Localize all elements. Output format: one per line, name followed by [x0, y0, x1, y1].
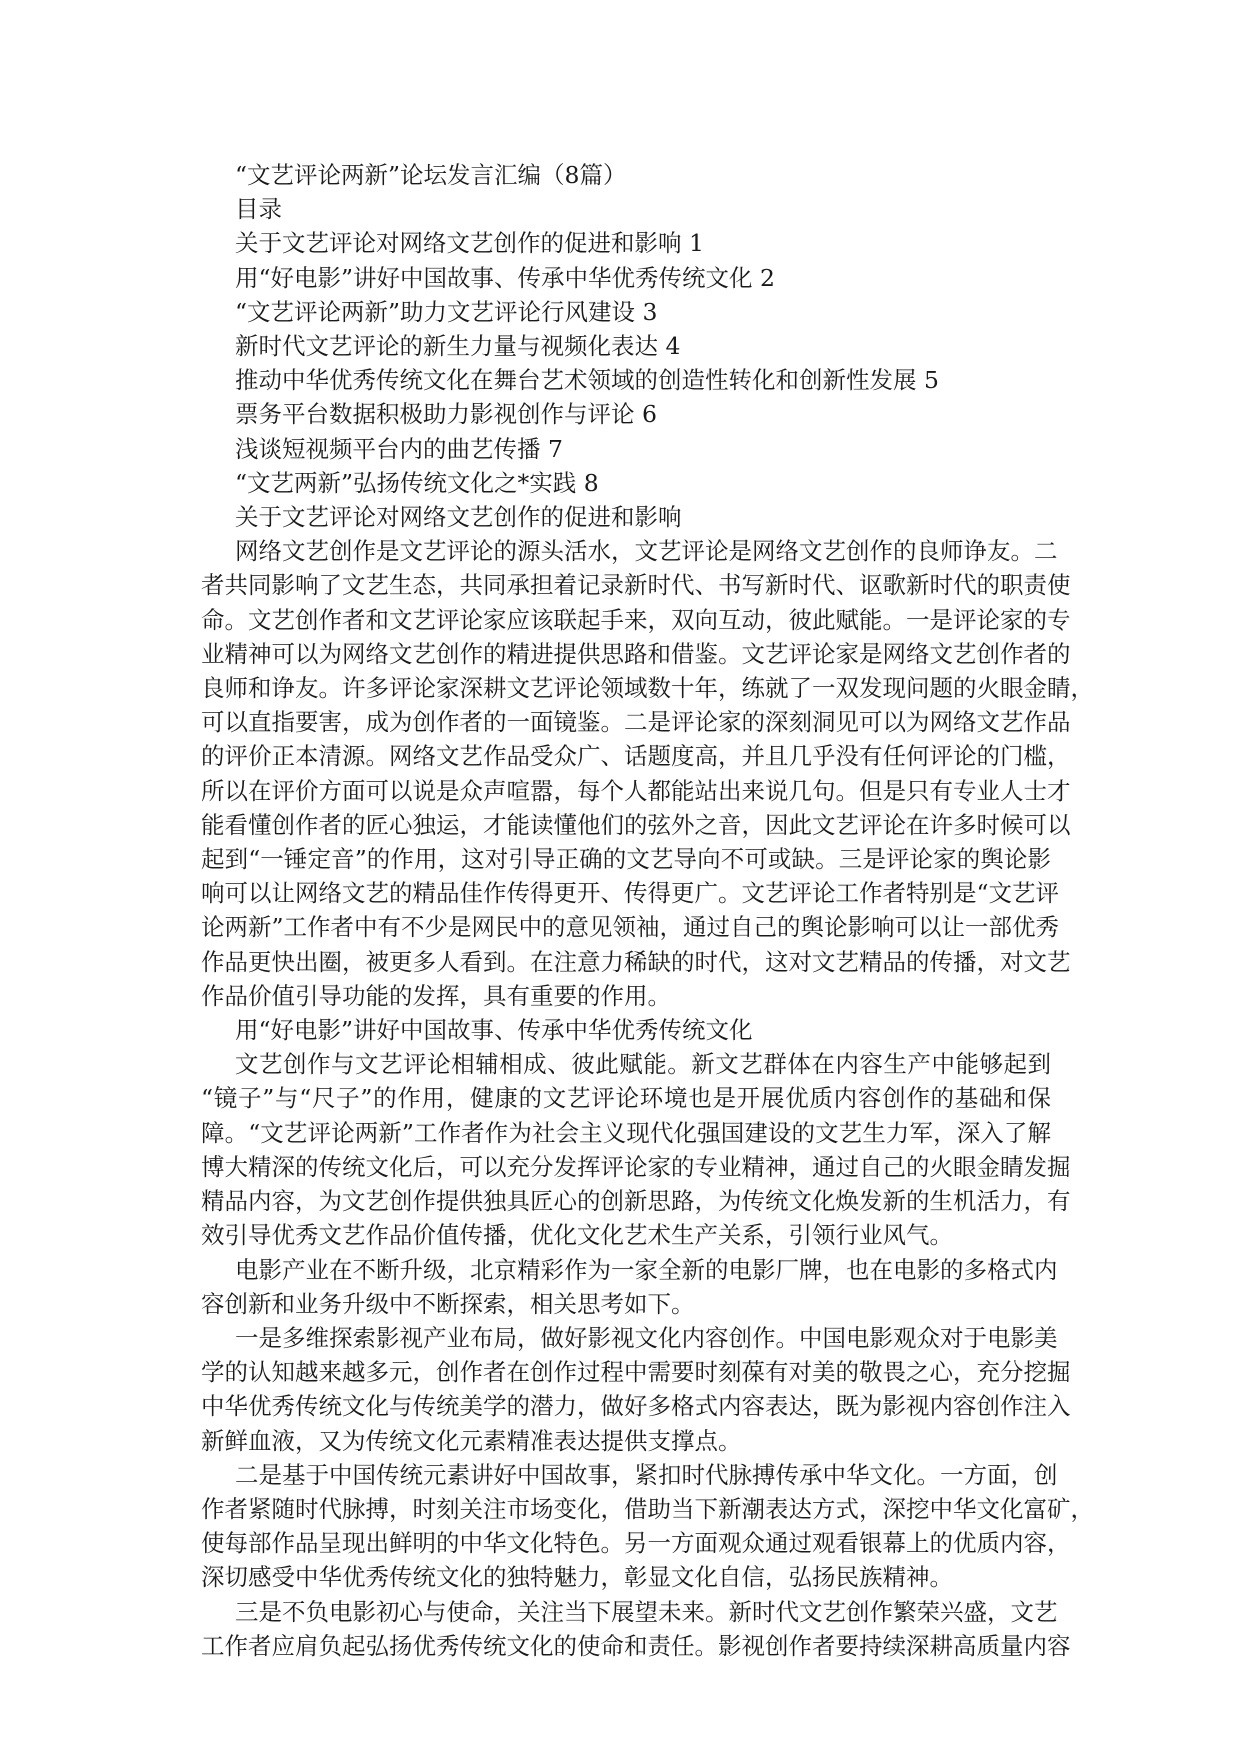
section-heading: 用“好电影”讲好中国故事、传承中华优秀传统文化: [235, 1016, 753, 1045]
toc-item: 新时代文艺评论的新生力量与视频化表达 4: [235, 332, 681, 361]
paragraph-line: 能看懂创作者的匠心独运，才能读懂他们的弦外之音，因此文艺评论在许多时候可以: [201, 810, 1071, 839]
section-heading: 关于文艺评论对网络文艺创作的促进和影响: [235, 503, 682, 532]
toc-item: 推动中华优秀传统文化在舞台艺术领域的创造性转化和创新性发展 5: [235, 366, 939, 395]
table-of-contents: [201, 226, 1051, 500]
toc-item: “文艺两新”弘扬传统文化之*实践 8: [235, 468, 599, 497]
paragraph-line: 二是基于中国传统元素讲好中国故事，紧扣时代脉搏传承中华文化。一方面，创: [235, 1460, 1058, 1489]
paragraph-line: 电影产业在不断升级，北京精彩作为一家全新的电影厂牌，也在电影的多格式内: [235, 1255, 1058, 1284]
paragraph-line: 的评价正本清源。网络文艺作品受众广、话题度高，并且几乎没有任何评论的门槛，: [201, 742, 1071, 771]
toc-item: 票务平台数据积极助力影视创作与评论 6: [235, 400, 657, 429]
paragraph-line: 作品更快出圈，被更多人看到。在注意力稀缺的时代，这对文艺精品的传播，对文艺: [201, 947, 1071, 976]
paragraph-line: 网络文艺创作是文艺评论的源头活水，文艺评论是网络文艺创作的良师诤友。二: [235, 537, 1058, 566]
paragraph-line: 使每部作品呈现出鲜明的中华文化特色。另一方面观众通过观看银幕上的优质内容，: [201, 1529, 1071, 1558]
paragraph-line: 命。文艺创作者和文艺评论家应该联起手来，双向互动，彼此赋能。一是评论家的专: [201, 605, 1071, 634]
paragraph-line: 文艺创作与文艺评论相辅相成、彼此赋能。新文艺群体在内容生产中能够起到: [235, 1050, 1051, 1079]
paragraph-line: 起到“一锤定音”的作用，这对引导正确的文艺导向不可或缺。三是评论家的舆论影: [201, 845, 1051, 874]
paragraph-line: 一是多维探索影视产业布局，做好影视文化内容创作。中国电影观众对于电影美: [235, 1323, 1058, 1352]
document-title: “文艺评论两新”论坛发言汇编（8篇）: [235, 161, 627, 189]
paragraph-line: 所以在评价方面可以说是众声喧嚣，每个人都能站出来说几句。但是只有专业人士才: [201, 776, 1071, 805]
paragraph-line: 三是不负电影初心与使命，关注当下展望未来。新时代文艺创作繁荣兴盛，文艺: [235, 1597, 1058, 1626]
paragraph-line: 者共同影响了文艺生态，共同承担着记录新时代、书写新时代、讴歌新时代的职责使: [201, 571, 1071, 600]
paragraph-line: 效引导优秀文艺作品价值传播，优化文化艺术生产关系，引领行业风气。: [201, 1221, 953, 1250]
paragraph-line: 作品价值引导功能的发挥，具有重要的作用。: [201, 981, 671, 1010]
paragraph: [201, 1321, 1071, 1458]
paragraph: [201, 534, 1094, 1013]
paragraph-line: 博大精深的传统文化后，可以充分发挥评论家的专业精神，通过自己的火眼金睛发掘: [201, 1152, 1071, 1181]
toc-item: 用“好电影”讲好中国故事、传承中华优秀传统文化 2: [235, 263, 775, 292]
paragraph-line: 障。“文艺评论两新”工作者作为社会主义现代化强国建设的文艺生力军，深入了解: [201, 1118, 1051, 1147]
paragraph-line: “镜子”与“尺子”的作用，健康的文艺评论环境也是开展优质内容创作的基础和保: [201, 1084, 1051, 1113]
paragraph-line: 深切感受中华优秀传统文化的独特魅力，彰显文化自信，弘扬民族精神。: [201, 1563, 953, 1592]
paragraph-line: 作者紧随时代脉搏，时刻关注市场变化，借助当下新潮表达方式，深挖中华文化富矿，: [201, 1494, 1094, 1523]
paragraph-line: 工作者应肩负起弘扬优秀传统文化的使命和责任。影视创作者要持续深耕高质量内容: [201, 1631, 1071, 1660]
paragraph: [201, 1253, 1058, 1321]
toc-item: 浅谈短视频平台内的曲艺传播 7: [235, 434, 563, 463]
paragraph-line: 可以直指要害，成为创作者的一面镜鉴。二是评论家的深刻洞见可以为网络文艺作品: [201, 708, 1071, 737]
paragraph-line: 业精神可以为网络文艺创作的精进提供思路和借鉴。文艺评论家是网络文艺创作者的: [201, 639, 1071, 668]
document-page: [201, 158, 1094, 1663]
toc-item: 关于文艺评论对网络文艺创作的促进和影响 1: [235, 229, 704, 258]
toc-heading: 目录: [235, 195, 282, 224]
paragraph-line: 中华优秀传统文化与传统美学的潜力，做好多格式内容表达，既为影视内容创作注入: [201, 1392, 1071, 1421]
paragraph-line: 良师和诤友。许多评论家深耕文艺评论领域数十年，练就了一双发现问题的火眼金睛，: [201, 674, 1094, 703]
paragraph-line: 论两新”工作者中有不少是网民中的意见领袖，通过自己的舆论影响可以让一部优秀: [201, 913, 1060, 942]
paragraph: [201, 1458, 1094, 1595]
document-body: [201, 500, 1094, 1663]
paragraph-line: 响可以让网络文艺的精品佳作传得更开、传得更广。文艺评论工作者特别是“文艺评: [201, 879, 1060, 908]
paragraph-line: 精品内容，为文艺创作提供独具匠心的创新思路，为传统文化焕发新的生机活力，有: [201, 1187, 1071, 1216]
paragraph: [201, 1595, 1071, 1663]
paragraph-line: 容创新和业务升级中不断探索，相关思考如下。: [201, 1289, 695, 1318]
paragraph: [201, 1047, 1071, 1252]
paragraph-line: 新鲜血液，又为传统文化元素精准表达提供支撑点。: [201, 1426, 742, 1455]
toc-item: “文艺评论两新”助力文艺评论行风建设 3: [235, 297, 658, 326]
paragraph-line: 学的认知越来越多元，创作者在创作过程中需要时刻葆有对美的敬畏之心，充分挖掘: [201, 1358, 1071, 1387]
